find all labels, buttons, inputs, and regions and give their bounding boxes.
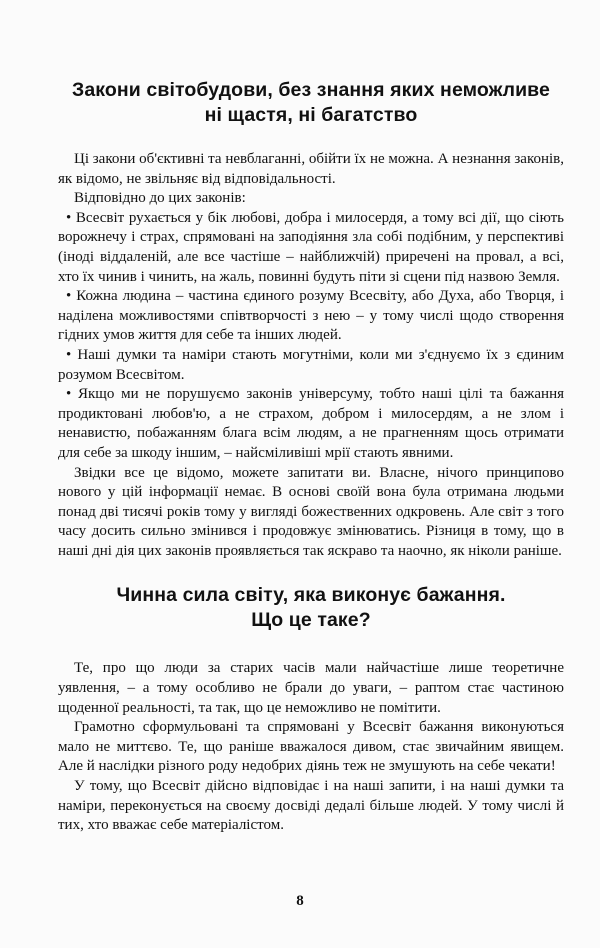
section-title-line: Що це таке? xyxy=(251,609,371,632)
section-title-line: ні щастя, ні багатство xyxy=(204,104,418,126)
paragraph: Звідки все це відомо, можете запитати ви. Власне, нічого принципово нового у цій інформації немає. В основі своїй вона була отримана людьми понад дві тисячі років тому у вигляді божественних одкровень. Але світ з того часу досить сильно змінився і продовжує змінюватись. Різниця в тому, що в наші дні дія цих законів проявляється так яскраво та наочно, як ніколи раніше. xyxy=(58,464,564,559)
section-title-line: Чинна сила світу, яка виконує бажання. xyxy=(116,584,506,607)
paragraph: Ці закони об'єктивні та невблаганні, обійти їх не можна. А незнання законів, як відомо, не звільняє від відповідальності. xyxy=(58,151,564,187)
bullet-paragraph: • Кожна людина – частина єдиного розуму Всесвіту, або Духа, або Творця, і наділена можливостями співтворчості з нею – у тому числі щодо створення гідних умов життя для себе та інших людей. xyxy=(58,288,564,344)
bullet-paragraph: • Всесвіт рухається у бік любові, добра і милосердя, а тому всі дії, що сіють ворожнечу і страх, спрямовані на заподіяння зла собі подібним, у перспективі (іноді віддаленій, але все частіше – найближчій) приречені на провал, а всі, хто їх чинив і чинить, на жаль, повинні будуть піти зі сцени під назвою Земля. xyxy=(58,209,564,285)
paragraph: Грамотно сформульовані та спрямовані у Всесвіт бажання виконуються мало не миттєво. Те, що раніше вважалося дивом, стає звичайним явищем. Але й наслідки різного роду недобрих діянь теж не змушують на себе чекати! xyxy=(58,719,564,775)
section-title-line: Закони світобудови, без знання яких неможливе xyxy=(72,79,550,101)
paragraph: У тому, що Всесвіт дійсно відповідає і на наші запити, і на наші думки та наміри, переконується на своєму досвіді дедалі більше людей. У тому числі й тих, хто вважає себе матеріалістом. xyxy=(58,778,564,834)
bullet-paragraph: • Наші думки та наміри стають могутніми, коли ми з'єднуємо їх з єдиним розумом Всесвітом. xyxy=(58,346,564,383)
section-title-laws xyxy=(58,78,564,128)
section-title-active-force xyxy=(58,583,564,633)
section-laws-body xyxy=(58,150,564,561)
paragraph: Те, про що люди за старих часів мали найчастіше лише теоретичне уявлення, – а тому особливо не брали до уваги, – раптом стає частиною щоденної реальності, та так, що це неможливо не помітити. xyxy=(58,660,564,716)
page-number: 8 xyxy=(296,893,304,909)
section-active-force-body xyxy=(58,659,564,835)
bullet-paragraph: • Якщо ми не порушуємо законів універсуму, тобто наші цілі та бажання продиктовані любов'ю, а не страхом, добром і милосердям, а не злом і ненавистю, побажанням блага всім людям, а не прагненням щось отримати для себе за шкоду іншим, – найсміливіші мрії стають явними. xyxy=(58,386,564,461)
paragraph: Відповідно до цих законів: xyxy=(74,190,246,207)
